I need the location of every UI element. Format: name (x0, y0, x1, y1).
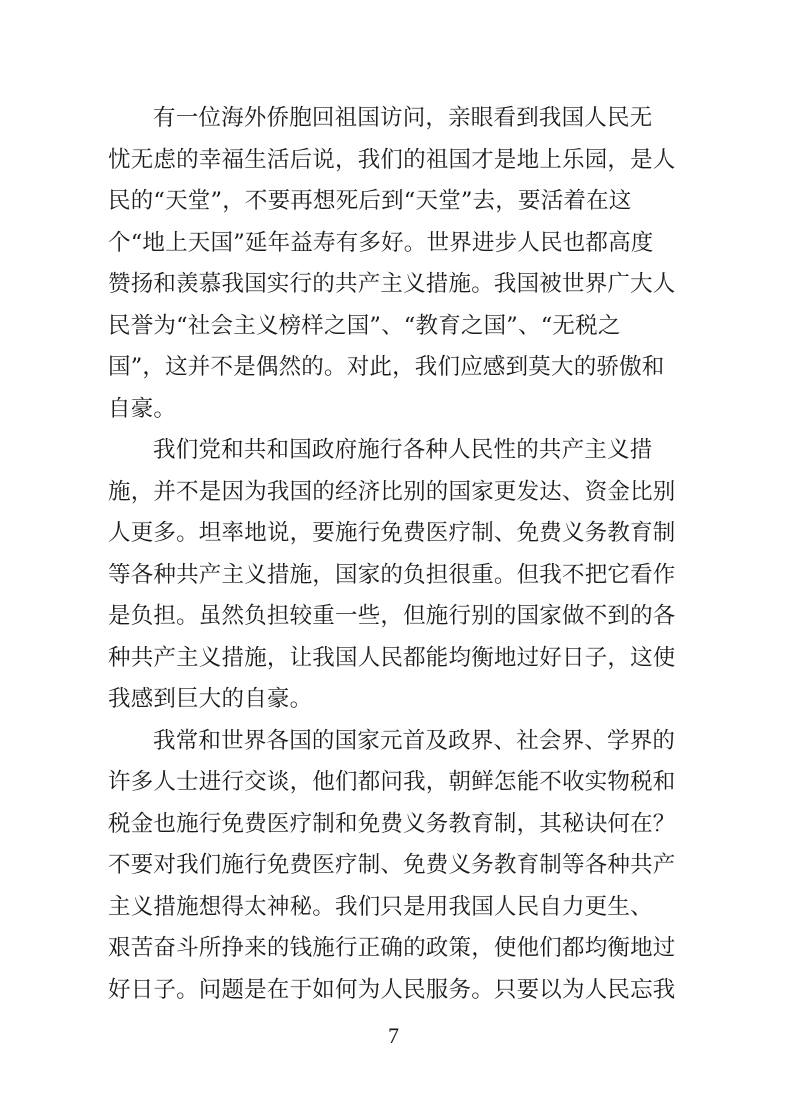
text-line: 税金也施行免费医疗制和免费义务教育制，其秘诀何在？ (108, 810, 676, 837)
text-line: 赞扬和羡慕我国实行的共产主义措施。我国被世界广大人 (108, 271, 676, 297)
text-line: 种共产主义措施，让我国人民都能均衡地过好日子，这使 (108, 644, 676, 671)
body-text (108, 98, 688, 1011)
text-line: 忧无虑的幸福生活后说，我们的祖国才是地上乐园，是人 (108, 146, 676, 173)
text-line: 有一位海外侨胞回祖国访问，亲眼看到我国人民无 (153, 105, 653, 131)
page-number: 7 (388, 1023, 399, 1048)
text-line: 个“地上天国”延年益寿有多好。世界进步人民也都高度 (108, 229, 654, 256)
text-line: 艰苦奋斗所挣来的钱施行正确的政策，使他们都均衡地过 (108, 935, 676, 961)
paragraph-1 (108, 98, 688, 430)
text-line: 我常和世界各国的国家元首及政界、社会界、学界的 (153, 727, 676, 754)
text-line: 好日子。问题是在于如何为人民服务。只要以为人民忘我 (108, 976, 676, 1003)
text-line: 不要对我们施行免费医疗制、免费义务教育制等各种共产 (108, 852, 676, 878)
text-line: 等各种共产主义措施，国家的负担很重。但我不把它看作 (108, 561, 676, 588)
text-line: 许多人士进行交谈，他们都问我，朝鲜怎能不收实物税和 (108, 769, 676, 795)
text-line: 是负担。虽然负担较重一些，但施行别的国家做不到的各 (108, 603, 676, 629)
text-line: 我们党和共和国政府施行各种人民性的共产主义措 (153, 437, 653, 463)
text-line: 我感到巨大的自豪。 (108, 686, 313, 712)
text-line: 人更多。坦率地说，要施行免费医疗制、免费义务教育制 (108, 520, 676, 546)
text-line: 民誉为“社会主义榜样之国”、“教育之国”、“无税之 (108, 312, 621, 339)
paragraph-2 (108, 430, 688, 721)
text-line: 主义措施想得太神秘。我们只是用我国人民自力更生、 (108, 893, 653, 920)
text-line: 民的“天堂”，不要再想死后到“天堂”去，要活着在这 (108, 188, 632, 214)
paragraph-3 (108, 721, 688, 1012)
text-line: 施，并不是因为我国的经济比别的国家更发达、资金比别 (108, 478, 676, 505)
text-line: 自豪。 (108, 395, 177, 422)
text-line: 国”，这并不是偶然的。对此，我们应感到莫大的骄傲和 (108, 354, 665, 380)
